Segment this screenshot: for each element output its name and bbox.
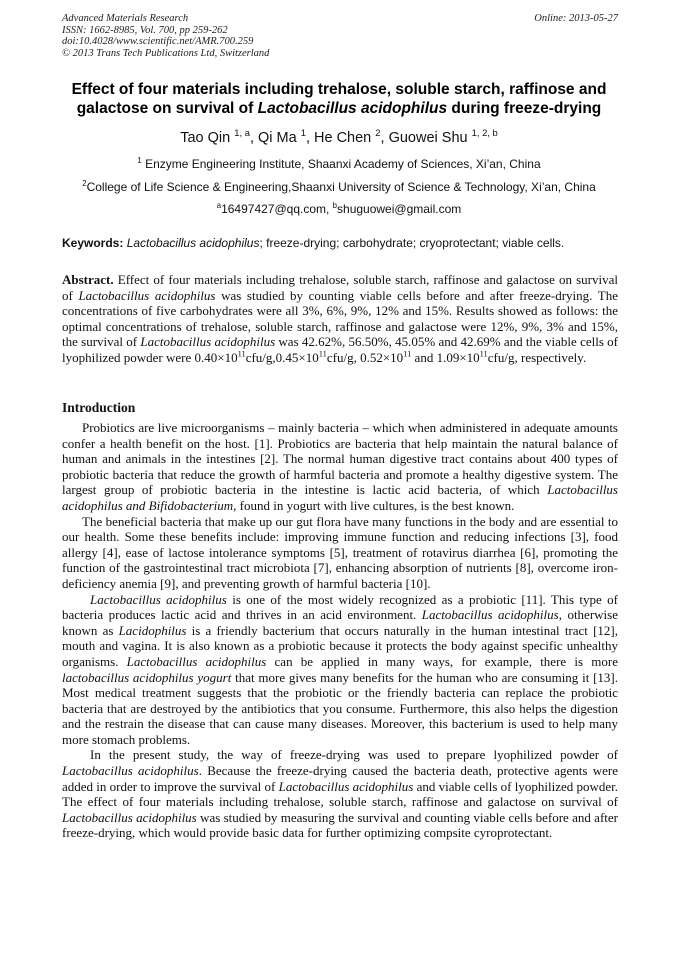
online-date: Online: 2013-05-27 [534, 13, 618, 24]
author-affiliation-mark: 1 [300, 127, 306, 139]
intro-paragraph-4: In the present study, the way of freeze-drying was used to prepare lyophilized powder of Lactobacillus acidophilus. Because the freeze-drying caused the bacteria death, protective agents were added in order to improve the survival of Lactobacillus acidophilus and viable cells of lyophilized powder. The effect of four materials including trehalose, soluble starch, raffinose and galactose on survival of Lactobacillus acidophilus was studied by measuring the survival and counting viable cells before and after freeze-drying, which would provide basic data for further optimizing compsite cyroprotectant. [62, 747, 619, 841]
introduction-body [62, 420, 618, 841]
author-emails: $^a$16497427@qq.com, $^b$shuguowei@gmail.com [216, 201, 462, 216]
journal-issn: ISSN: 1662-8985, Vol. 700, pp 259-262 [62, 24, 228, 36]
journal-doi: doi:10.4028/www.scientific.net/AMR.700.259 [62, 36, 254, 47]
author-affiliation-mark: 2 [375, 127, 381, 139]
intro-paragraph-3: Lactobacillus acidophilus is one of the most widely recognized as a probiotic [11]. This type of bacteria produces lactic acid and thrives in an acid environment. Lactobacillus acidophilus, otherwise known as Lacidophilus is a friendly bacterium that occurs naturally in the human intestinal tract [12], mouth and vagina. It is also known as a probiotic because it protects the body against specific unhealthy organisms. Lactobacillus acidophilus can be applied in many ways, for example, there is more lactobacillus acidophilus yogurt that more gives many benefits for the human who are consuming it [13]. Most medical treatment suggests that the probiotic or the friendly bacteria can replace the probiotic bacteria that are destroyed by the antibiotics that you consume. Furthermore, this also helps the digestion and the restrain the disease that can cause many diseases. Moreover, this bacterium is used to help many more stomach problems. [62, 591, 619, 747]
intro-paragraph-2: The beneficial bacteria that make up our gut flora have many functions in the body and are essential to our health. Some these benefits include: improving immune function and reducing infections [3], food allergy [4], ease of lactose intolerance symptoms [5], treatment of rotavirus diarrhea [6], promoting the function of the gastrointestinal tract microbiota [7], enhancing absorption of nutrients [8], overcome iron-deficiency anemia [9], and preventing growth of harmful bacteria [10]. [62, 513, 618, 591]
title-line-2: galactose on survival of Lactobacillus acidophilus during freeze-drying [76, 100, 602, 117]
keywords: Keywords: Lactobacillus acidophilus; freeze-drying; carbohydrate; cryoprotectant; viable cells. [62, 236, 565, 250]
introduction-heading: Introduction [62, 400, 136, 415]
author-name: Tao Qin [180, 130, 231, 146]
title-line-1: Effect of four materials including trehalose, soluble starch, raffinose and [71, 81, 607, 98]
paper-title [48, 80, 630, 118]
author-affiliation-mark: 1, 2, b [471, 127, 498, 139]
email-b: shuguowei@gmail.com [337, 202, 462, 216]
affiliation-2: $^2$College of Life Science & Engineering,Shaanxi University of Science & Technology, Xi’an, China [82, 179, 596, 194]
journal-copyright: © 2013 Trans Tech Publications Ltd, Switzerland [62, 47, 270, 59]
intro-paragraph-1: Probiotics are live microorganisms – mainly bacteria – which when administered in adequate amounts confer a health benefit on the host. [1]. Probiotics are bacteria that help maintain the natural balance of human and animals in the intestines [2]. The normal human digestive tract contains about 400 types of probiotic bacteria that reduce the growth of harmful bacteria and promote a healthy digestive system. The largest group of probiotic bacteria in the intestine is lactic acid bacteria, of which Lactobacillus acidophilus and Bifidobacterium, found in yogurt with live cultures, is the best known. [62, 420, 618, 513]
author-affiliation-mark: 1, a [234, 127, 250, 139]
abstract: Abstract. Effect of four materials including trehalose, soluble starch, raffinose and galactose on survival of Lactobacillus acidophilus was studied by counting viable cells before and after freeze-drying. The concentrations of five carbohydrates were all 3%, 6%, 9%, 12% and 15%. Results showed as follows: the optimal concentrations of trehalose, soluble starch, raffinose and galactose were 12%, 9%, 3% and 15%, the survival of Lactobacillus acidophilus was 42.62%, 56.50%, 45.05% and 42.69% and the viable cells of lyophilized powder were $0.40\times 10^{11}cfu/g,0.45\times 10^{11}cfu/g$, $0.52\times 10^{11}$ and $1.09\times 10^{11}cfu/g$, respectively. [62, 272, 619, 365]
author-list: Tao Qin $^{1, a}$, Qi Ma $^1$, He Chen $^2$, Guowei Shu $^{1, 2, b}$ [180, 127, 498, 146]
author-name: Guowei Shu [388, 130, 468, 146]
affiliation-1: $^1$ Enzyme Engineering Institute, Shaanxi Academy of Sciences, Xi’an, China [137, 156, 541, 171]
email-a: 16497427@qq.com, [221, 202, 333, 216]
journal-header [62, 13, 618, 59]
abstract-label: Abstract. [62, 272, 114, 287]
author-name: Qi Ma [258, 130, 297, 146]
author-name: He Chen [314, 130, 372, 146]
journal-name: Advanced Materials Research [62, 13, 189, 24]
keywords-label: Keywords: [62, 236, 124, 250]
